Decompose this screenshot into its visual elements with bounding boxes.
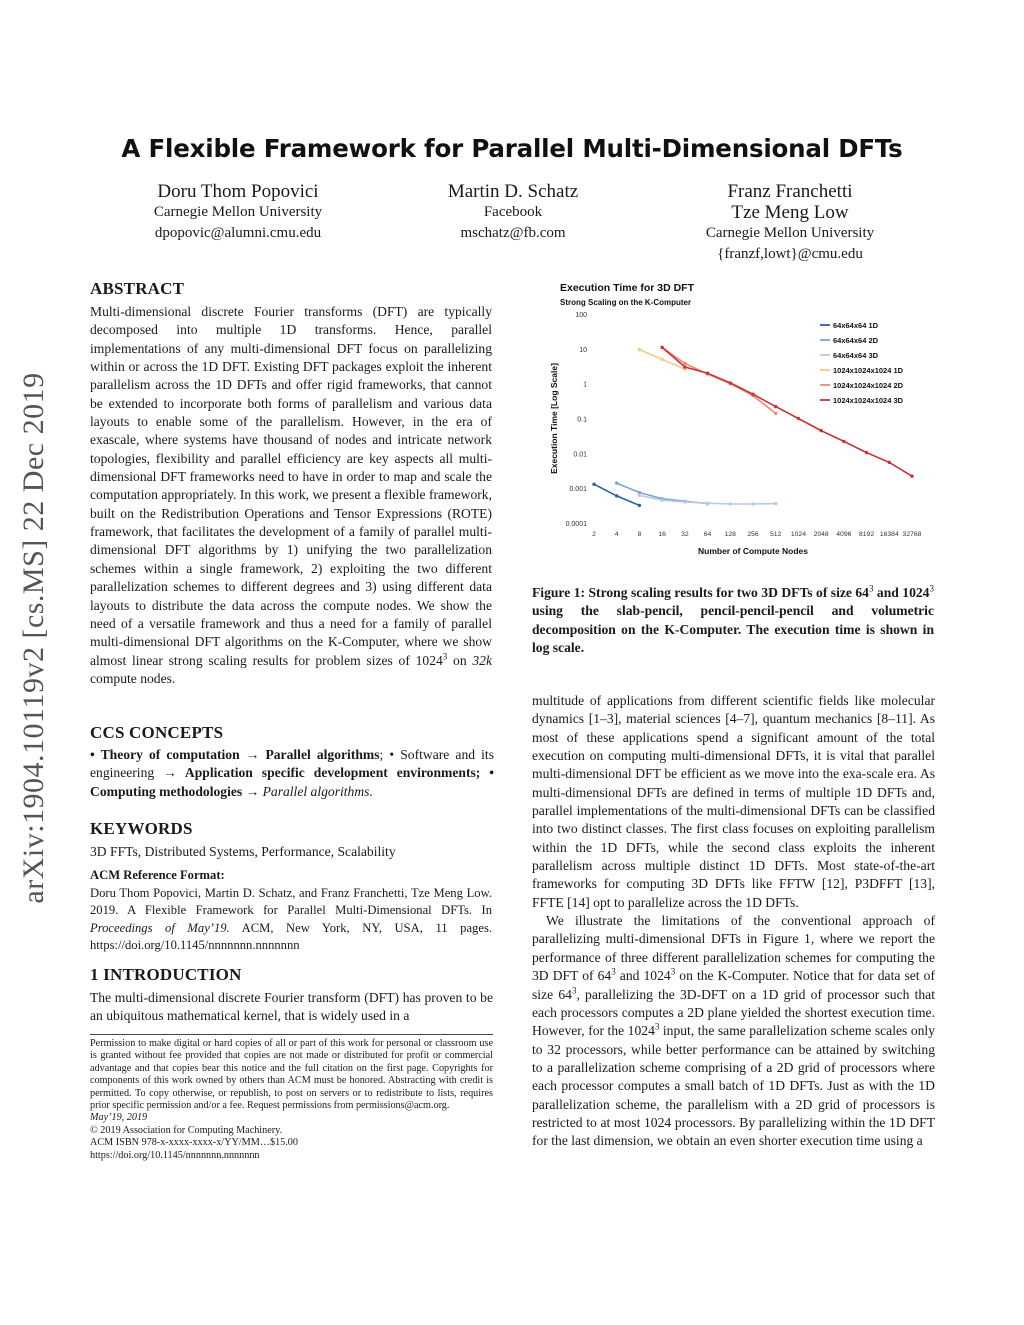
- data-point: [615, 494, 618, 497]
- caption-part-3: using the slab-pencil, pencil-pencil-pencil and volumetric decomposition on the K-Computer. The execution time is shown in log scale.: [532, 603, 934, 656]
- ccs-part-4: Application specific development environments: [184, 765, 476, 781]
- author-email: mschatz@fb.com: [460, 225, 566, 241]
- ccs-part-3: ; • Software and its engineering: [90, 747, 494, 781]
- intro-sup-4: 3: [654, 1021, 660, 1032]
- acm-reference-venue: Proceedings of May’19.: [90, 920, 230, 935]
- figure-caption: [532, 584, 934, 657]
- author-email: dpopovic@alumni.cmu.edu: [154, 225, 322, 241]
- ccs-heading: CCS CONCEPTS: [90, 723, 224, 742]
- intro-heading: 1 INTRODUCTION: [90, 965, 242, 984]
- caption-part-1: Figure 1: Strong scaling results for two 3D DFTs of size 64: [532, 585, 869, 600]
- author-affiliation: Facebook: [483, 204, 543, 220]
- author-name-2: Tze Meng Low: [731, 202, 849, 223]
- data-point: [683, 362, 686, 365]
- x-tick-label: 4: [614, 531, 619, 538]
- author-name: Franz Franchetti: [727, 181, 853, 202]
- data-point: [774, 502, 777, 505]
- legend-label: 64x64x64 1D: [833, 321, 879, 330]
- data-point: [797, 417, 800, 420]
- permission-text: Permission to make digital or hard copies of all or part of this work for personal or classroom use is granted without fee provided that copies are not made or distributed for profit or commercial advantage and that copies bear this notice and the full citation on the first page. Copyrights for components of this work owned by others than ACM must be honored. Abstracting with credit is permitted. To copy otherwise, or republish, to post on servers or to redistribute to lists, requires prior specific permission and/or a fee. Request permissions from permissions@acm.org.: [90, 1038, 493, 1112]
- acm-reference-text: Doru Thom Popovici, Martin D. Schatz, and Franz Franchetti, Tze Meng Low. 2019. A Flexible Framework for Parallel Multi-Dimensional DFTs. In: [90, 885, 492, 917]
- intro-left-text: The multi-dimensional discrete Fourier transform (DFT) has proven to be an ubiquitous mathematical kernel, that is widely used in a: [90, 990, 493, 1024]
- ccs-part-5: ; • Computing methodologies: [90, 765, 494, 799]
- data-point: [660, 358, 663, 361]
- ccs-part-6: Parallel algorithms.: [262, 783, 373, 799]
- y-tick-label: 0.01: [573, 451, 587, 459]
- data-point: [910, 475, 913, 478]
- intro-right-text: [532, 692, 935, 1151]
- legend-label: 64x64x64 3D: [833, 351, 879, 360]
- x-tick-label: 32: [681, 531, 689, 538]
- footnote-rule: [90, 1034, 493, 1035]
- data-point: [706, 502, 709, 505]
- ccs-part-2: Parallel algorithms: [265, 747, 380, 762]
- x-tick-label: 64: [703, 531, 712, 538]
- data-point: [774, 405, 777, 408]
- ccs-part-1: • Theory of computation: [90, 747, 240, 762]
- series-line-5: [662, 347, 776, 413]
- intro-p2-a: We illustrate the limitations of the conventional approach of parallelizing multi-dimensional DFTs in Figure 1, where we report the performance of three different parallelization schemes for computing the 3D DFT of 64: [532, 913, 935, 984]
- data-point: [751, 502, 754, 505]
- intro-sup-3: 3: [571, 984, 577, 995]
- author-affiliation: Carnegie Mellon University: [153, 204, 323, 220]
- abstract-end-a: on: [453, 652, 473, 668]
- data-point: [706, 371, 709, 374]
- x-tick-label: 2048: [813, 531, 829, 538]
- x-tick-label: 4096: [836, 531, 852, 538]
- abstract-end-b: 32k: [472, 652, 492, 668]
- y-axis-label: Execution Time [Log Scale]: [549, 363, 559, 474]
- y-tick-label: 100: [575, 312, 587, 319]
- data-point: [729, 502, 732, 505]
- caption-sup-2: 3: [929, 583, 934, 594]
- data-point: [842, 440, 845, 443]
- legend-label: 64x64x64 2D: [833, 336, 879, 345]
- intro-p2-c: on the K-Computer. Notice that for data set of size 64: [532, 968, 935, 1002]
- paper-title: A Flexible Framework for Parallel Multi-Dimensional DFTs: [121, 134, 903, 163]
- data-point: [638, 504, 641, 507]
- intro-paragraph-1: multitude of applications from different scientific fields like molecular dynamics [1–3], material sciences [4–7], quantum mechanics [8–11]. As most of these applications spend a significant amount of the total execution on computing multi-dimensional DFTs, it is vital that parallel multi-dimensional DFT be efficient as we move into the exa-scale era. As multi-dimensional DFTs are defined in terms of multiple 1D DFTs and, parallel implementations of the multi-dimensional DFTs can be classified into two distinct classes. The first class focuses on exploiting parallelism within the 1D DFTs, while the second class exploits the inherent parallelism across multiple distinct 1D DFTs. Most state-of-the-art frameworks for computing 3D DFTs like FFTW [12], P3DFFT [13], FFTE [14] opt to parallelize across the 1D DFTs.: [532, 693, 935, 910]
- author-block-1: [118, 181, 358, 244]
- data-point: [729, 381, 732, 384]
- caption-sup-1: 3: [868, 583, 874, 594]
- abstract-text: Multi-dimensional discrete Fourier transforms (DFT) are typically decomposed into multiple 1D transforms. Hence, parallel implementations of any multi-dimensional DFT focus on parallelizing within or across the 1D DFT. Existing DFT packages exploit the inherent parallelism across the 1D DFTs and offer rigid frameworks, that cannot be extended to incorporate both forms of parallelism and various data layouts to enable some of the parallelism. However, in the era of exascale, where systems have thousand of nodes and intricate network topologies, flexibility and parallel efficiency are key aspects all multi-dimensional DFT frameworks need to have in order to map and scale the computation appropriately. In this work, we present a flexible framework, built on the Redistribution Operations and Tensor Expressions (ROTE) framework, that facilitates the development of a family of parallel multi-dimensional DFT algorithms by 1) unifying the two parallelization schemes within a single framework, 2) exploiting the two different parallelization schemes to different degrees and 3) using different data layouts to distribute the data across the compute nodes. We show the need of a versatile framework and thus a need for a family of parallel multi-dimensional DFT algorithms on the K-Computer, where we show almost linear strong scaling results for problem sizes of 1024: [90, 304, 492, 668]
- data-point: [592, 482, 595, 485]
- data-point: [819, 429, 822, 432]
- abstract-end-c: compute nodes.: [90, 670, 176, 686]
- intro-p2-b: and 1024: [615, 968, 671, 984]
- permission-block: [90, 1038, 493, 1162]
- abstract-heading: ABSTRACT: [90, 279, 185, 298]
- ccs-arrow-3: →: [245, 783, 260, 799]
- y-tick-label: 0.0001: [565, 521, 587, 528]
- abstract-sup: 3: [442, 651, 448, 661]
- x-tick-label: 16384: [879, 531, 899, 538]
- permission-copyright: © 2019 Association for Computing Machinery.: [90, 1124, 283, 1136]
- data-point: [660, 499, 663, 502]
- x-tick-label: 2: [592, 531, 596, 538]
- x-tick-label: 8: [637, 531, 642, 538]
- legend-label: 1024x1024x1024 1D: [833, 366, 904, 375]
- author-email: {franzf,lowt}@cmu.edu: [717, 246, 863, 262]
- keywords-heading: KEYWORDS: [90, 819, 193, 838]
- x-axis-label: Number of Compute Nodes: [697, 546, 809, 556]
- keywords-text: 3D FFTs, Distributed Systems, Performance, Scalability: [90, 844, 396, 859]
- permission-doi: https://doi.org/10.1145/nnnnnnn.nnnnnnn: [90, 1149, 260, 1161]
- author-block-2: [413, 181, 613, 244]
- x-tick-label: 1024: [790, 531, 806, 538]
- permission-isbn: ACM ISBN 978-x-xxxx-xxxx-x/YY/MM…$15.00: [90, 1137, 298, 1149]
- legend-label: 1024x1024x1024 3D: [833, 396, 904, 405]
- author-affiliation: Carnegie Mellon University: [705, 225, 875, 241]
- caption-part-2: and 1024: [876, 585, 930, 600]
- execution-time-chart: [540, 278, 940, 568]
- x-tick-label: 256: [747, 531, 759, 538]
- x-tick-label: 8192: [859, 531, 875, 538]
- intro-p2-e: input, the same parallelization scheme scales only to 32 processors, while better performance can be attained by switching to a parallelization scheme comprising of a 2D grid of processors where each processor computes a small batch of 1D DFTs. Just as with the 1D parallelization scheme, the parallelism with a 2D grid of processors is restricted to at most 1024 processors. By parallelizing within the 1D DFT for the last dimension, we obtain an even shorter execution time using a: [532, 1023, 935, 1149]
- ccs-body: [90, 746, 494, 801]
- data-point: [865, 451, 868, 454]
- data-point: [615, 481, 618, 484]
- y-tick-label: 0.001: [569, 486, 587, 494]
- data-point: [683, 365, 686, 368]
- y-tick-label: 1: [583, 381, 587, 389]
- data-point: [774, 412, 777, 415]
- legend-label: 1024x1024x1024 2D: [833, 381, 904, 390]
- ccs-arrow: →: [245, 747, 260, 762]
- acm-reference-heading: ACM Reference Format:: [90, 868, 225, 882]
- x-tick-label: 512: [770, 531, 782, 538]
- arxiv-identifier: arXiv:1904.10119v2 [cs.MS] 22 Dec 2019: [17, 372, 50, 904]
- permission-venue: May’19, 2019: [90, 1112, 148, 1124]
- x-tick-label: 32768: [902, 531, 922, 538]
- author-name: Doru Thom Popovici: [157, 181, 319, 202]
- y-tick-label: 10: [579, 346, 587, 354]
- y-tick-label: 0.1: [577, 416, 587, 424]
- data-point: [888, 461, 891, 464]
- data-point: [638, 494, 641, 497]
- acm-reference-text-2: ACM, New York, NY, USA, 11 pages. https://doi.org/10.1145/nnnnnnn.nnnnnnn: [90, 920, 492, 952]
- data-point: [638, 348, 641, 351]
- intro-p2-d: , parallelizing the 3D-DFT on a 1D grid of processor such that each processors computes a 2D plane yielded the shortest execution time. However, for the 1024: [532, 986, 935, 1039]
- abstract-body: [90, 303, 492, 688]
- intro-paragraph-2: [532, 912, 935, 1150]
- data-point: [683, 500, 686, 503]
- x-tick-label: 128: [724, 531, 736, 538]
- acm-reference: [90, 867, 492, 955]
- x-tick-label: 16: [658, 531, 666, 538]
- author-block-3: [660, 181, 920, 265]
- ccs-arrow-2: →: [163, 765, 177, 781]
- data-point: [751, 392, 754, 395]
- author-name: Martin D. Schatz: [447, 181, 579, 202]
- chart-title: Execution Time for 3D DFT: [560, 282, 694, 294]
- intro-sup-2: 3: [670, 966, 676, 977]
- data-point: [660, 346, 663, 349]
- intro-sup-1: 3: [611, 966, 616, 977]
- chart-subtitle: Strong Scaling on the K-Computer: [560, 298, 692, 307]
